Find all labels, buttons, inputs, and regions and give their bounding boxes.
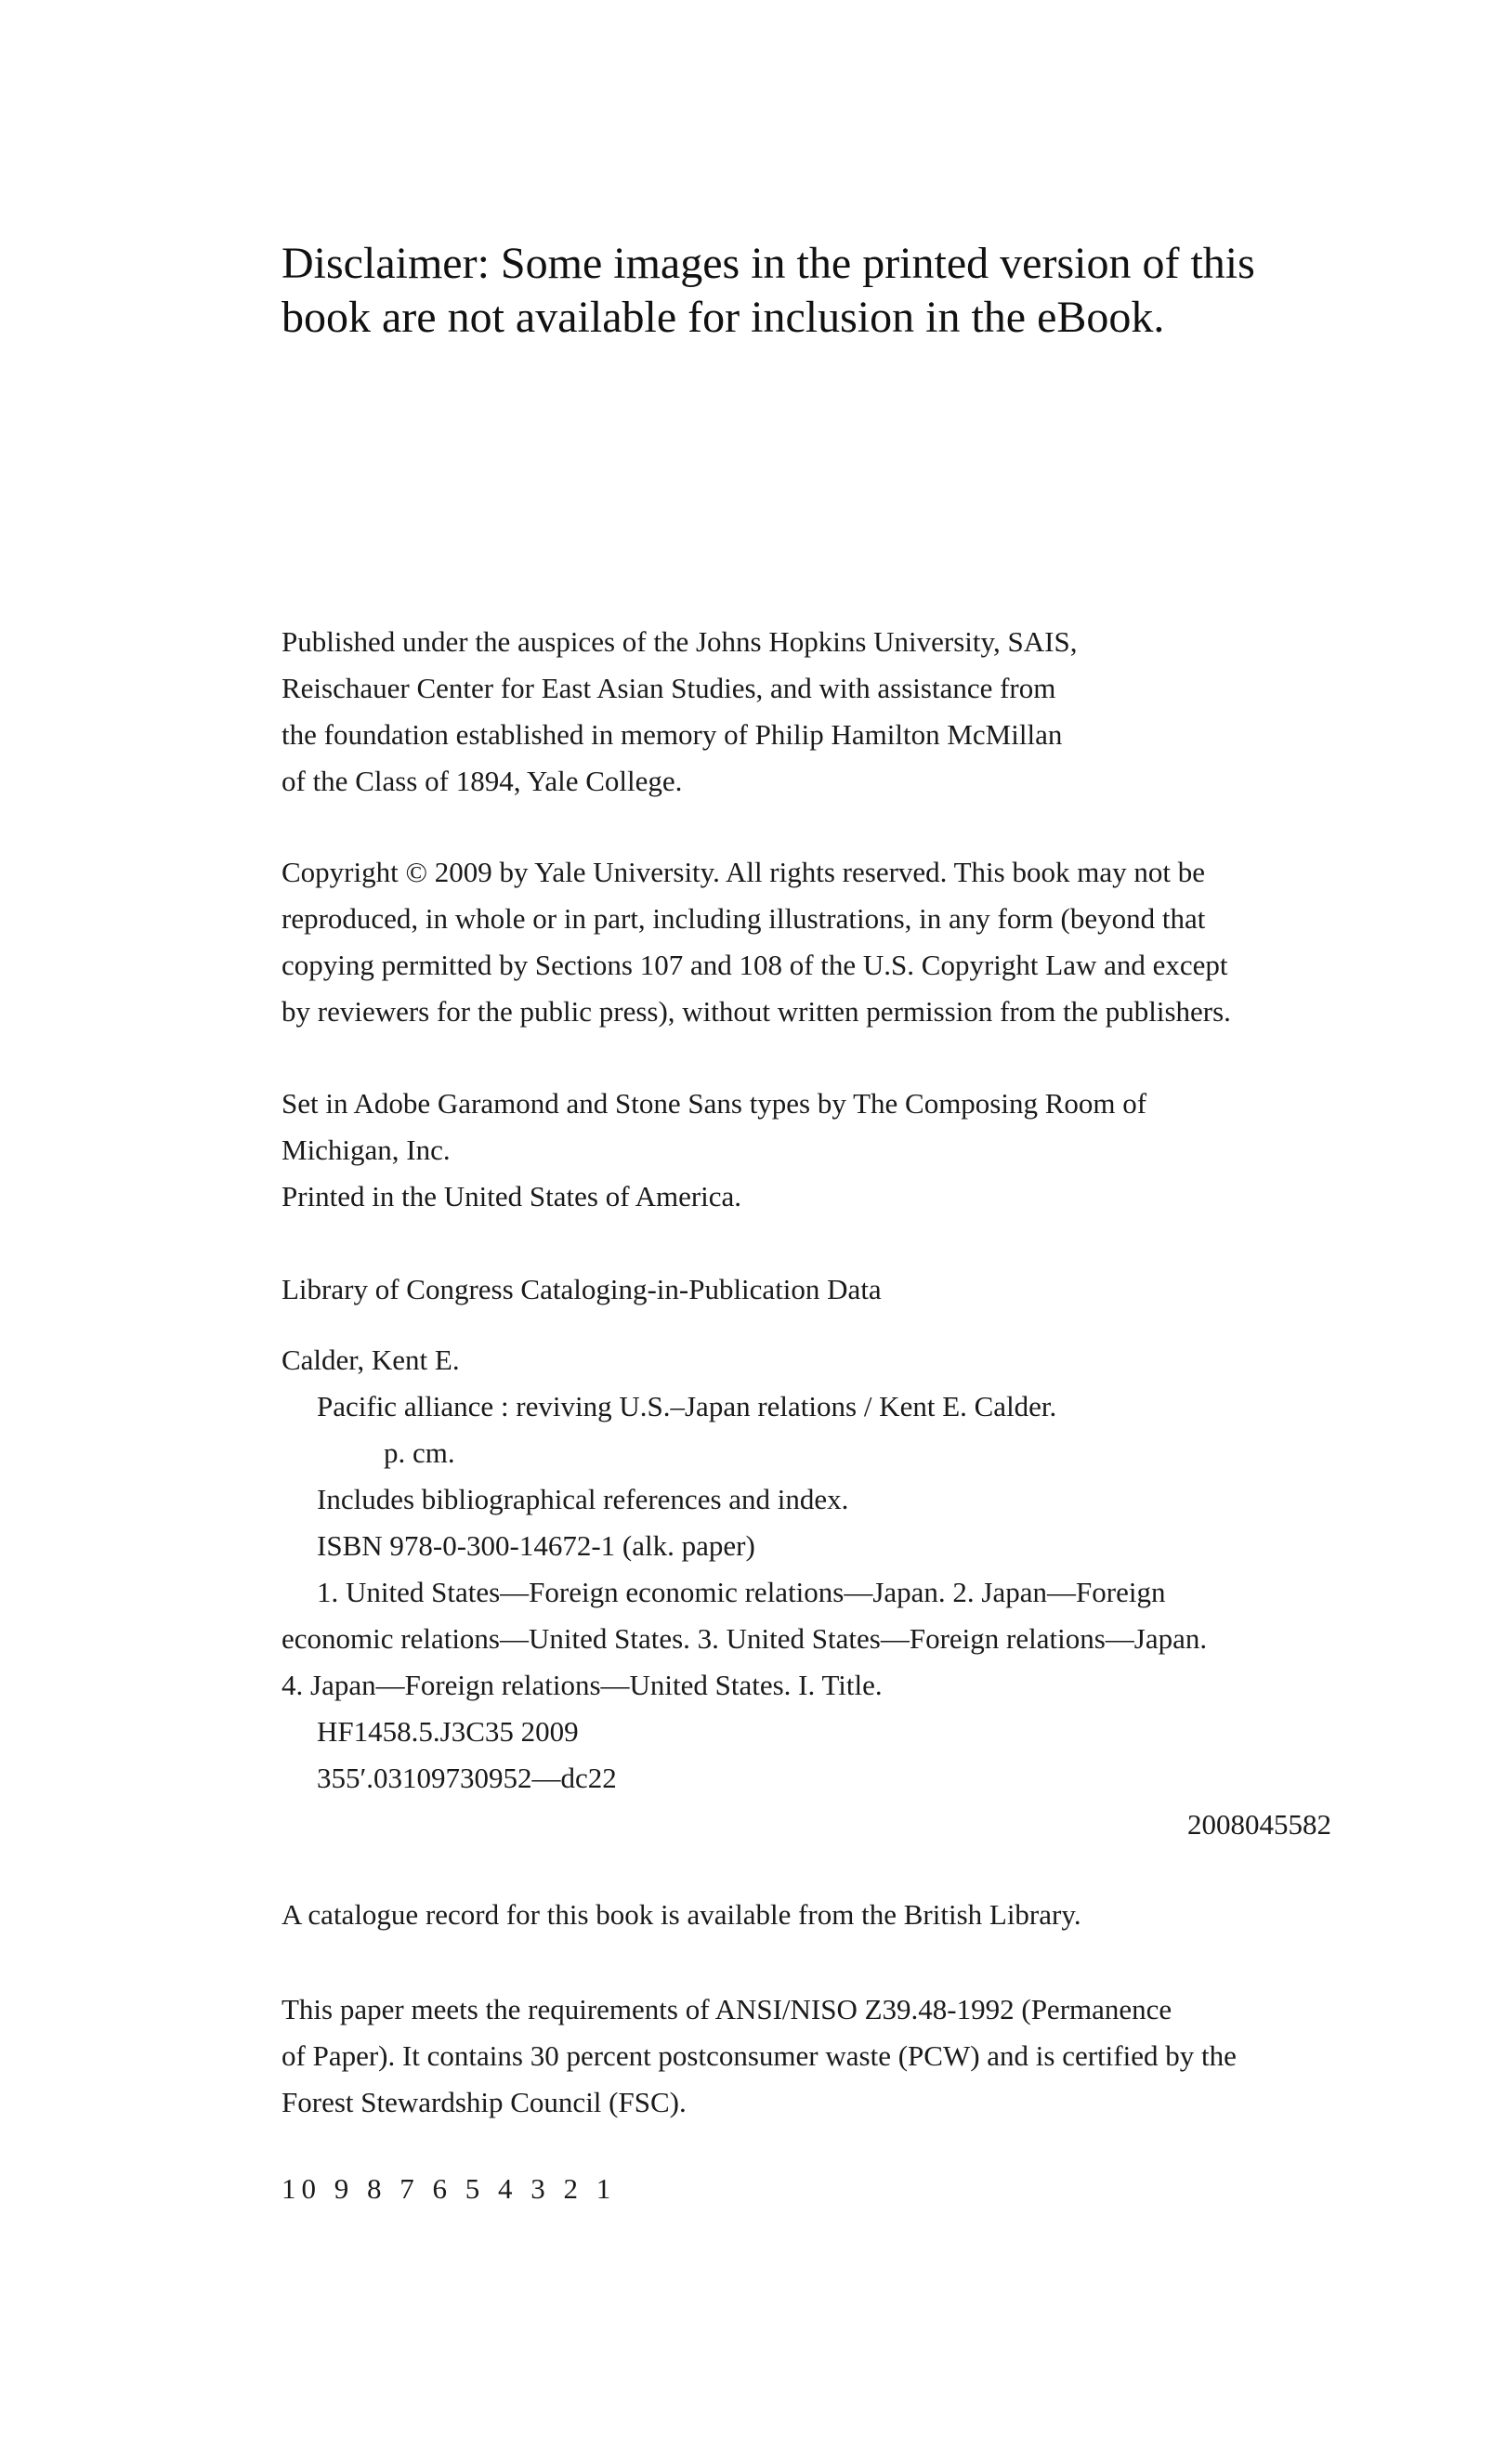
copyright-paragraph	[282, 849, 1331, 1035]
cip-lccn: 2008045582	[1187, 1808, 1331, 1841]
copyright-line: copying permitted by Sections 107 and 108 of the U.S. Copyright Law and except	[282, 949, 1228, 981]
british-library-notice	[282, 1892, 1331, 1938]
disclaimer-notice	[282, 237, 1350, 345]
typesetting-line: Set in Adobe Garamond and Stone Sans types by The Composing Room of	[282, 1087, 1147, 1120]
cip-subjects: 1. United States—Foreign economic relations—Japan. 2. Japan—Foreign	[317, 1576, 1166, 1608]
auspices-line: the foundation established in memory of Philip Hamilton McMillan	[282, 718, 1063, 751]
cip-block	[282, 1266, 1331, 1848]
cip-isbn: ISBN 978-0-300-14672-1 (alk. paper)	[317, 1529, 755, 1562]
copyright-line: Copyright © 2009 by Yale University. All rights reserved. This book may not be	[282, 856, 1205, 888]
typesetting-line: Michigan, Inc.	[282, 1134, 451, 1166]
auspices-paragraph	[282, 619, 1331, 805]
paper-line: Forest Stewardship Council (FSC).	[282, 2086, 687, 2118]
typesetting-line: Printed in the United States of America.	[282, 1180, 742, 1212]
auspices-line: Published under the auspices of the Johns Hopkins University, SAIS,	[282, 625, 1078, 658]
cip-lc-class: HF1458.5.J3C35 2009	[317, 1715, 579, 1748]
cip-dewey: 355′.03109730952—dc22	[317, 1762, 617, 1794]
cip-heading: Library of Congress Cataloging-in-Publication Data	[282, 1273, 882, 1305]
auspices-line: of the Class of 1894, Yale College.	[282, 765, 683, 797]
typesetting-paragraph	[282, 1081, 1331, 1220]
auspices-line: Reischauer Center for East Asian Studies, and with assistance from	[282, 672, 1056, 704]
cip-title: Pacific alliance : reviving U.S.–Japan relations / Kent E. Calder.	[317, 1390, 1057, 1422]
printing-number-line: 10 9 8 7 6 5 4 3 2 1	[282, 2172, 617, 2205]
cip-notes: Includes bibliographical references and index.	[317, 1483, 849, 1515]
cip-physical: p. cm.	[384, 1436, 455, 1469]
cip-author: Calder, Kent E.	[282, 1343, 460, 1376]
copyright-line: reproduced, in whole or in part, including illustrations, in any form (beyond that	[282, 902, 1206, 935]
paper-line: This paper meets the requirements of ANSI/NISO Z39.48-1992 (Permanence	[282, 1993, 1172, 2025]
british-library-line: A catalogue record for this book is available from the British Library.	[282, 1898, 1081, 1931]
cip-subjects: economic relations—United States. 3. United States—Foreign relations—Japan.	[282, 1622, 1208, 1655]
paper-line: of Paper). It contains 30 percent postconsumer waste (PCW) and is certified by the	[282, 2039, 1237, 2072]
disclaimer-line-2: book are not available for inclusion in the eBook.	[282, 293, 1165, 342]
cip-subjects: 4. Japan—Foreign relations—United States. I. Title.	[282, 1669, 883, 1701]
copyright-line: by reviewers for the public press), without written permission from the publishers.	[282, 995, 1231, 1028]
paper-notice	[282, 1986, 1331, 2126]
disclaimer-line-1: Disclaimer: Some images in the printed version of this	[282, 239, 1255, 288]
